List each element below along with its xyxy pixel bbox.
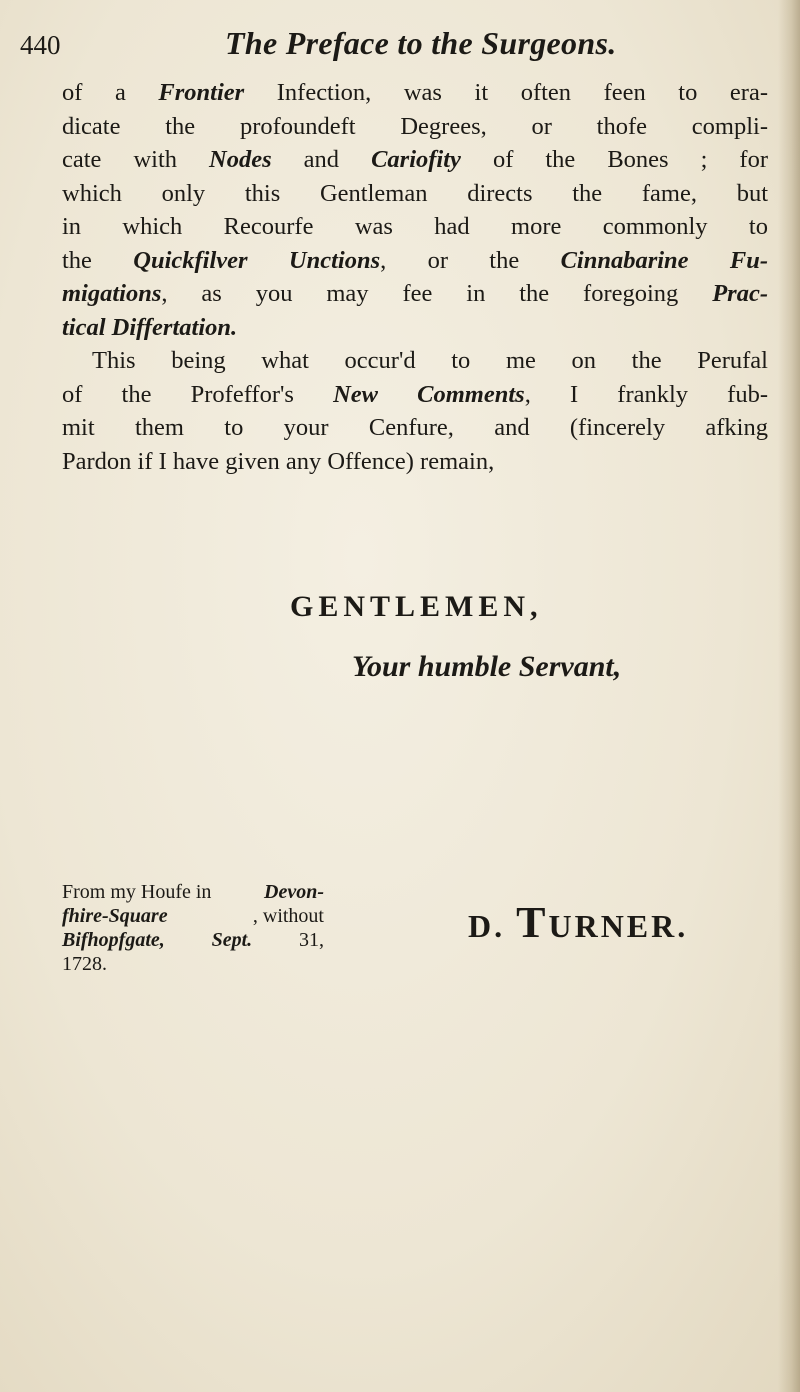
text-line: [62, 445, 768, 479]
body-text: [62, 76, 768, 478]
text-line-content: [62, 76, 768, 110]
text-line: [62, 411, 768, 445]
text-line-content: [62, 143, 768, 177]
text-line: [62, 244, 768, 278]
text-line: [62, 210, 768, 244]
text-line: [62, 344, 768, 378]
text-run: , as you may fee in the foregoing: [161, 280, 713, 307]
text-run: the: [62, 246, 134, 274]
text-line-content: [62, 378, 768, 412]
italic-run: Nodes: [209, 146, 272, 173]
text-line: [62, 378, 768, 412]
page-number: 440: [20, 30, 61, 60]
text-line: [62, 277, 768, 311]
text-line-content: [62, 311, 237, 345]
text-run: and: [271, 146, 372, 173]
address-line-1: From my Houfe in Devon-: [62, 881, 324, 903]
text-run: of the Profeffor's: [62, 380, 334, 408]
text-run: Infection, was it often feen to era-: [244, 79, 768, 106]
closing: Your humble Servant,: [352, 650, 622, 683]
text-run: mit them to your Cenfure, and (fincerely afking: [62, 414, 768, 441]
text-line: [62, 311, 768, 345]
italic-run: Quickfilver Unctions: [133, 246, 381, 274]
text-line-content: [62, 210, 768, 244]
text-line: [62, 143, 768, 177]
text-line-content: [62, 244, 768, 278]
signature: [468, 897, 688, 948]
running-head: The Preface to the Surgeons.: [225, 25, 617, 61]
text-line-content: [62, 445, 494, 479]
signature-first-letter: T: [516, 898, 549, 947]
text-run: in which Recourfe was had more commonly to: [62, 213, 768, 240]
text-run: cate with: [62, 146, 210, 173]
text-run: This being what occur'd to me on the Perufal: [92, 347, 768, 374]
salutation: GENTLEMEN,: [290, 590, 543, 623]
italic-run: Prac-: [712, 280, 768, 307]
italic-run: Cariofity: [371, 146, 461, 173]
text-line: [62, 177, 768, 211]
text-line-content: [62, 411, 768, 445]
italic-run: Cinnabarine Fu-: [560, 246, 769, 274]
italic-run: tical Differtation.: [62, 313, 238, 341]
sender-address: [62, 880, 324, 976]
text-line-content: [62, 277, 768, 311]
page-edge-shadow: [778, 0, 800, 1392]
text-run: Pardon if I have given any Offence) remain,: [62, 447, 495, 475]
signature-rest: URNER.: [548, 908, 689, 944]
text-run: of the Bones ; for: [460, 146, 768, 173]
signature-initial: D.: [468, 908, 506, 944]
text-run: , or the: [380, 246, 561, 274]
address-line-4: 1728.: [62, 953, 107, 975]
text-run: dicate the profoundeft Degrees, or thofe compli-: [62, 112, 768, 140]
text-run: which only this Gentleman directs the fame, but: [62, 179, 768, 207]
address-line-3: Bifhopfgate, Sept. 31,: [62, 929, 324, 951]
italic-run: Frontier: [158, 79, 245, 106]
text-run: of a: [62, 79, 159, 106]
italic-run: migations: [62, 280, 162, 307]
text-line-content: [62, 110, 768, 144]
text-line: [62, 76, 768, 110]
text-line-content: [62, 177, 768, 211]
address-line-2: fhire-Square , without: [62, 905, 324, 927]
text-run: , I frankly fub-: [524, 380, 768, 408]
text-line: [62, 110, 768, 144]
text-line-content: [92, 344, 768, 378]
italic-run: New Comments: [333, 380, 525, 408]
